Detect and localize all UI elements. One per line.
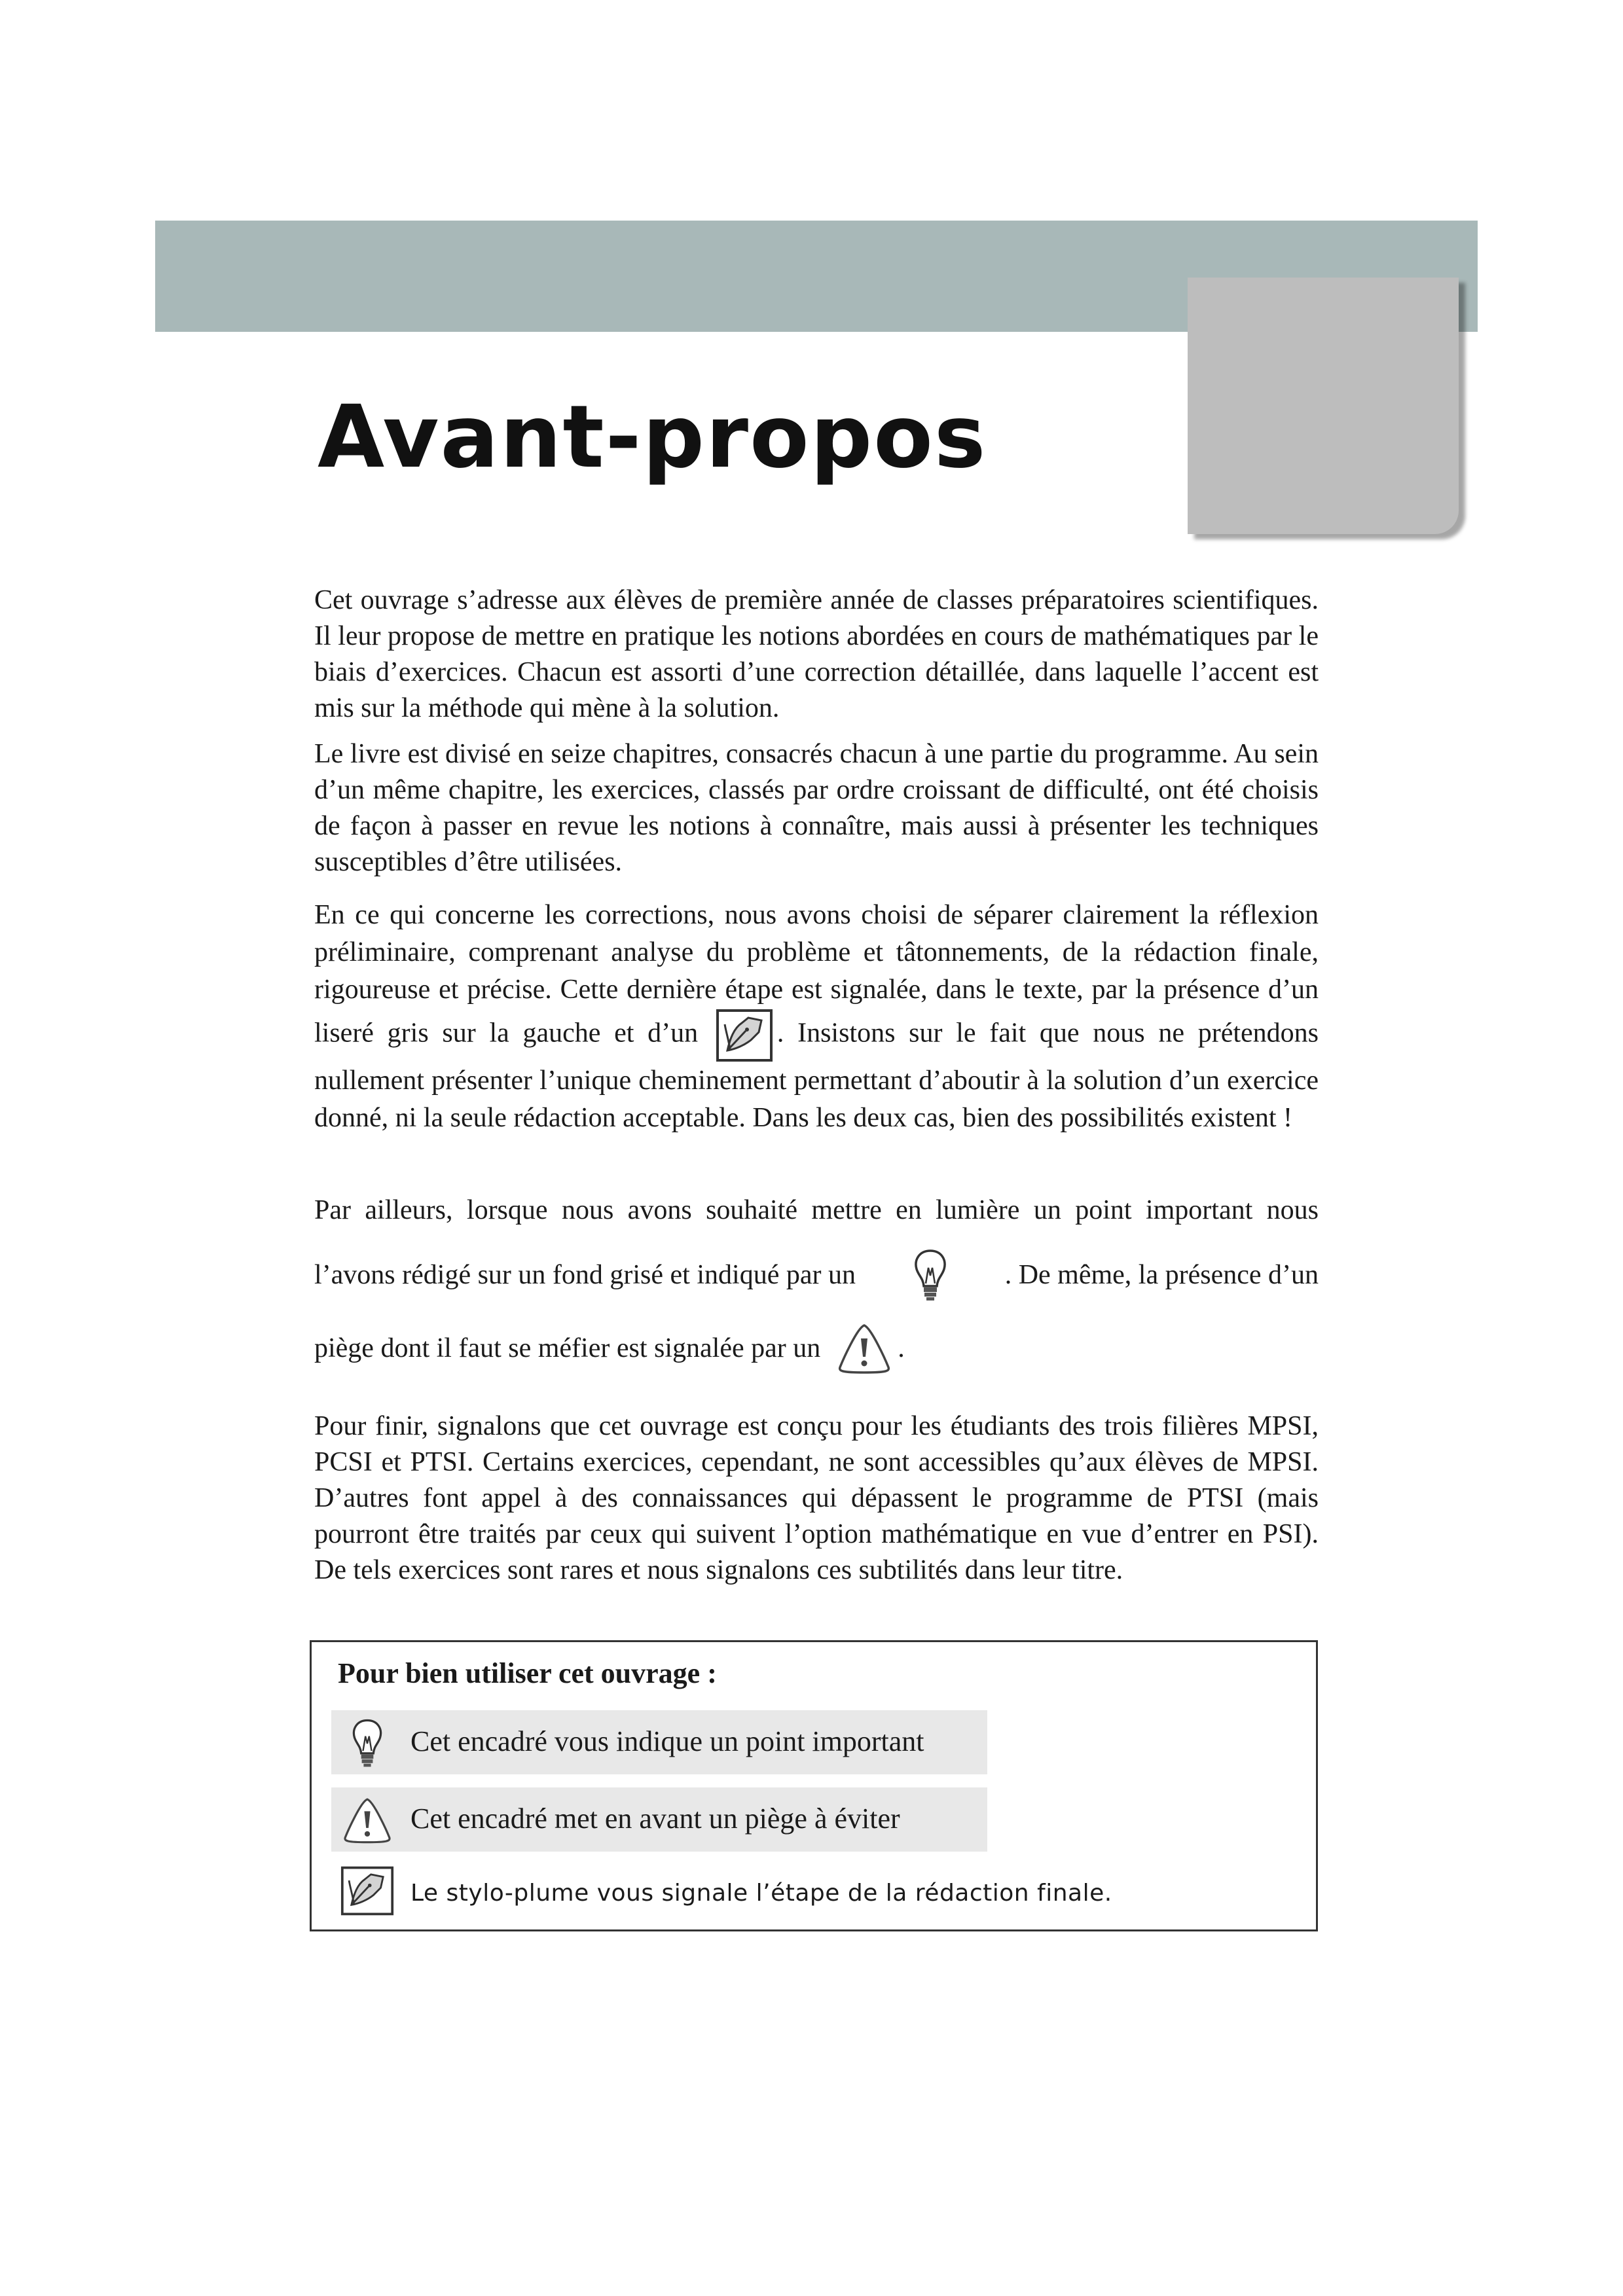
- paragraph-corrections-part2: . Insistons sur le fait que nous ne prétendons nullement présenter l’unique cheminement permettant d’aboutir à la solution d’un exercice donné, ni la seule rédaction acceptable. Dans les deux cas, bien des possibilités existent !: [314, 1018, 1319, 1133]
- legend-item-important: [331, 1710, 987, 1774]
- paragraph-intro: Cet ouvrage s’adresse aux élèves de première année de classes préparatoires scientifiques. Il leur propose de mettre en pratique les notions abordées en cours de mathématiques par le biais d’exercices. Chacun est assorti d’une correction détaillée, dans laquelle l’accent est mis sur la méthode qui mène à la solution.: [314, 585, 1319, 723]
- legend-title: Pour bien utiliser cet ouvrage :: [338, 1657, 717, 1689]
- warning-icon: [340, 1793, 394, 1848]
- fountain-pen-icon: [340, 1863, 394, 1918]
- paragraph-corrections: [314, 897, 1319, 1137]
- legend-item-label: Cet encadré vous indique un point important: [410, 1725, 924, 1757]
- lightbulb-icon: [907, 1246, 953, 1304]
- paragraph-icons: [314, 1193, 1319, 1375]
- legend-item-label: Cet encadré met en avant un piège à éviter: [410, 1803, 900, 1835]
- warning-icon: [835, 1321, 894, 1375]
- paragraph-icons-line2-text: l’avons rédigé sur un fond grisé et indiqué par un: [314, 1259, 856, 1290]
- legend-item-pen: [331, 1858, 1112, 1922]
- legend-item-trap: [331, 1787, 987, 1852]
- fountain-pen-icon: [716, 1009, 773, 1062]
- paragraph-icons-line2-end: . De même, la présence d’un: [1004, 1259, 1319, 1290]
- paragraph-icons-line2: [314, 1246, 1319, 1304]
- lightbulb-icon: [340, 1715, 394, 1770]
- page-title: Avant-propos: [318, 387, 987, 488]
- paragraph-icons-line3-end: .: [898, 1333, 905, 1363]
- paragraph-icons-line3-text: piège dont il faut se méfier est signalée par un: [314, 1333, 821, 1363]
- legend-item-label: Le stylo-plume vous signale l’étape de la rédaction finale.: [410, 1880, 1112, 1907]
- paragraph-corrections-part1: En ce qui concerne les corrections, nous avons choisi de séparer clairement la réflexion préliminaire, comprenant analyse du problème et tâtonnements, de la rédaction finale, rigoureuse et précise. Cette dernière étape est signalée, dans le texte, par la présence d’un liseré gris sur la gauche et d’un: [314, 900, 1319, 1049]
- paragraph-filieres: Pour finir, signalons que cet ouvrage est conçu pour les étudiants des trois filières MPSI, PCSI et PTSI. Certains exercices, cependant, ne sont accessibles qu’aux élèves de MPSI. D’autres font appel à des connaissances qui dépassent le programme de PTSI (mais pourront être traités par ceux qui suivent l’option mathématique en vue d’entrer en PSI). De tels exercices sont rares et nous signalons ces subtilités dans leur titre.: [314, 1411, 1319, 1585]
- legend-box: [310, 1640, 1318, 1931]
- paragraph-icons-line1: Par ailleurs, lorsque nous avons souhaité mettre en lumière un point important nous: [314, 1195, 1319, 1225]
- paragraph-icons-line3: [314, 1321, 1319, 1375]
- corner-tab: [1188, 278, 1459, 534]
- paragraph-chapters: Le livre est divisé en seize chapitres, consacrés chacun à une partie du programme. Au sein d’un même chapitre, les exercices, classés par ordre croissant de difficulté, ont été choisis de façon à passer en revue les notions à connaître, mais aussi à présenter les techniques susceptibles d’être utilisées.: [314, 739, 1319, 877]
